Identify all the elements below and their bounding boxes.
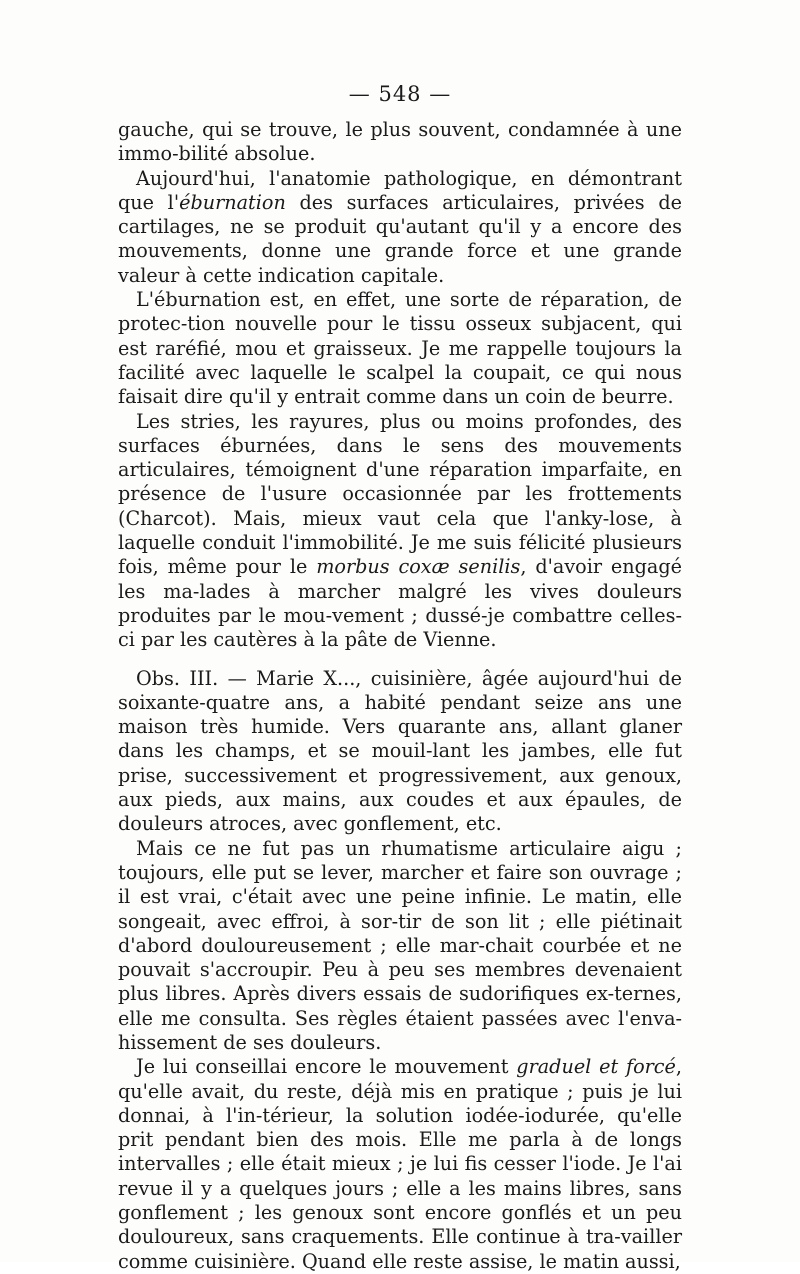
paragraph-6: Mais ce ne fut pas un rhumatisme articulaire aigu ; toujours, elle put se lever, marcher et faire son ouvrage ; il est vrai, c'était avec une peine infinie. Le matin, elle songeait, avec effroi, à sor-tir de son lit ; elle piétinait d'abord douloureusement ; elle mar-chait courbée et ne pouvait s'accroupir. Peu à peu ses membres devenaient plus libres. Après divers essais de sudorifiques ex-ternes, elle me consulta. Ses règles étaient passées avec l'enva-hissement de ses douleurs. <box>118 836 682 1054</box>
paragraph-4: Les stries, les rayures, plus ou moins profondes, des surfaces éburnées, dans le sens des mouvements articulaires, témoignent d'une réparation imparfaite, en présence de l'usure occasionnée par les frottements (Charcot). Mais, mieux vaut cela que l'anky-lose, à laquelle conduit l'immobilité. Je me suis félicité plusieurs fois, même pour le morbus coxæ senilis, d'avoir engagé les ma-lades à marcher malgré les vives douleurs produites par le mou-vement ; dussé-je combattre celles-ci par les cautères à la pâte de Vienne. <box>118 409 682 652</box>
paragraph-7: Je lui conseillai encore le mouvement graduel et forcé, qu'elle avait, du reste, déjà mis en pratique ; puis je lui donnai, à l'in-térieur, la solution iodée-iodurée, qu'elle prit pendant bien des mois. Elle me parla à de longs intervalles ; elle était mieux ; je lui fis cesser l'iode. Je l'ai revue il y a quelques jours ; elle a les mains libres, sans gonflement ; les genoux sont encore gonflés et un peu douloureux, sans craquements. Elle continue à tra-vailler comme cuisinière. Quand elle reste assise, le matin aussi, <box>118 1055 683 1273</box>
paragraph-3: L'éburnation est, en effet, une sorte de réparation, de protec-tion nouvelle pour le tissu osseux subjacent, qui est raréfié, mou et graisseux. Je me rappelle toujours la facilité avec laquelle le scalpel la coupait, ce qui nous faisait dire qu'il y entrait comme dans un coin de beurre. <box>118 288 682 409</box>
page-body <box>118 118 682 1274</box>
paragraph-1: gauche, qui se trouve, le plus souvent, condamnée à une immo-bilité absolue. <box>118 118 682 166</box>
observation-3-paragraph: Obs. III. — Marie X..., cuisinière, âgée aujourd'hui de soixante-quatre ans, a habité pendant seize ans une maison très humide. Vers quarante ans, allant glaner dans les champs, et se mouil-lant les jambes, elle fut prise, successivement et progressivement, aux genoux, aux pieds, aux mains, aux coudes et aux épaules, de douleurs atroces, avec gonflement, etc. <box>118 666 682 836</box>
page-number: — 548 — <box>348 82 452 106</box>
paragraph-2: Aujourd'hui, l'anatomie pathologique, en démontrant que l'éburnation des surfaces articulaires, privées de cartilages, ne se produit qu'autant qu'il y a encore des mouvements, donne une grande force et une grande valeur à cette indication capitale. <box>118 166 682 287</box>
